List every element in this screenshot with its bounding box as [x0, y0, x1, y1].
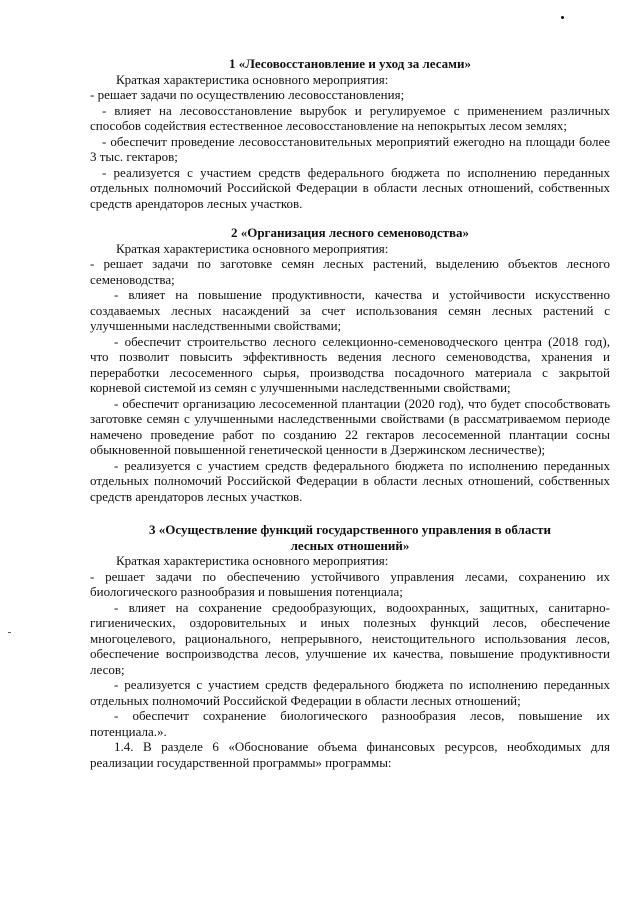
- closing-paragraph: 1.4. В разделе 6 «Обоснование объема финансовых ресурсов, необходимых для реализации государственной программы» программы:: [90, 739, 610, 770]
- section-3-title-line-2: лесных отношений»: [290, 537, 410, 553]
- section-1-intro: Краткая характеристика основного мероприятия:: [116, 71, 389, 87]
- section-3: [90, 522, 610, 739]
- section-3-item: - реализуется с участием средств федерального бюджета по исполнению переданных отдельных полномочий Российской Федерации в области лесных отношений;: [90, 677, 610, 708]
- section-1-item: - решает задачи по осуществлению лесовосстановления;: [90, 87, 405, 102]
- section-3-item: - решает задачи по обеспечению устойчивого управления лесами, сохранению их биологического разнообразия и повышения потенциала;: [90, 568, 610, 599]
- section-2-item: - реализуется с участием средств федерального бюджета по исполнению переданных отдельных полномочий Российской Федерации в области лесных отношений, собственных средств арендаторов лесных участков.: [90, 457, 610, 504]
- section-1-title: 1 «Лесовосстановление и уход за лесами»: [229, 56, 471, 71]
- section-2-item: - решает задачи по заготовке семян лесных растений, выделению объектов лесного семеноводства;: [90, 256, 610, 287]
- section-2-item: - обеспечит строительство лесного селекционно-семеноводческого центра (2018 год), что позволит повысить эффективность ведения лесного семеноводства, хранения и переработки лесосеменного сырья, производства посадочного материала с закрытой корневой системой из семян с улучшенными наследственными свойствами;: [90, 333, 610, 395]
- section-3-title-line-1: 3 «Осуществление функций государственного управления в области: [148, 522, 551, 537]
- section-2-intro: Краткая характеристика основного мероприятия:: [116, 240, 389, 256]
- section-2-item: - обеспечит организацию лесосеменной плантации (2020 год), что будет способствовать заготовке семян с улучшенными наследственными свойствами (в рассматриваемом периоде намечено проведение работ по созданию 22 гектаров лесосеменной плантации сосны обыкновенной повышенной генетической ценности в Дзержинском лесничестве);: [90, 395, 610, 457]
- section-1: [90, 56, 610, 211]
- section-2-title: 2 «Организация лесного семеноводства»: [230, 225, 470, 240]
- section-2-item: - влияет на повышение продуктивности, качества и устойчивости искусственно создаваемых лесных насаждений за счет использования семян лесных растений с улучшенными наследственными свойствами;: [90, 287, 610, 333]
- section-1-item: - влияет на лесовосстановление вырубок и регулируемое с применением различных способов содействия естественное лесовосстановление на непокрытых лесом землях;: [90, 102, 610, 133]
- margin-mark: [8, 632, 11, 633]
- section-3-intro: Краткая характеристика основного мероприятия:: [116, 553, 389, 568]
- section-2: [90, 225, 610, 504]
- section-3-item: - обеспечит сохранение биологического разнообразия лесов, повышение их потенциала.».: [90, 708, 610, 739]
- section-3-item: - влияет на сохранение средообразующих, водоохранных, защитных, санитарно-гигиенических, оздоровительных и иных полезных функций лесов, обеспечение многоцелевого, рационального, непрерывного, неистощительного использования лесов, обеспечение воспроизводства лесов, улучшение их качества, повышение продуктивности лесов;: [90, 599, 610, 677]
- section-1-item: - реализуется с участием средств федерального бюджета по исполнению переданных отдельных полномочий Российской Федерации в области лесных отношений, собственных средств арендаторов лесных участков.: [90, 164, 610, 211]
- document-body: [90, 56, 610, 770]
- page-dot-mark: [561, 16, 564, 19]
- section-1-item: - обеспечит проведение лесовосстановительных мероприятий ежегодно на площади более 3 тыс. гектаров;: [90, 133, 610, 164]
